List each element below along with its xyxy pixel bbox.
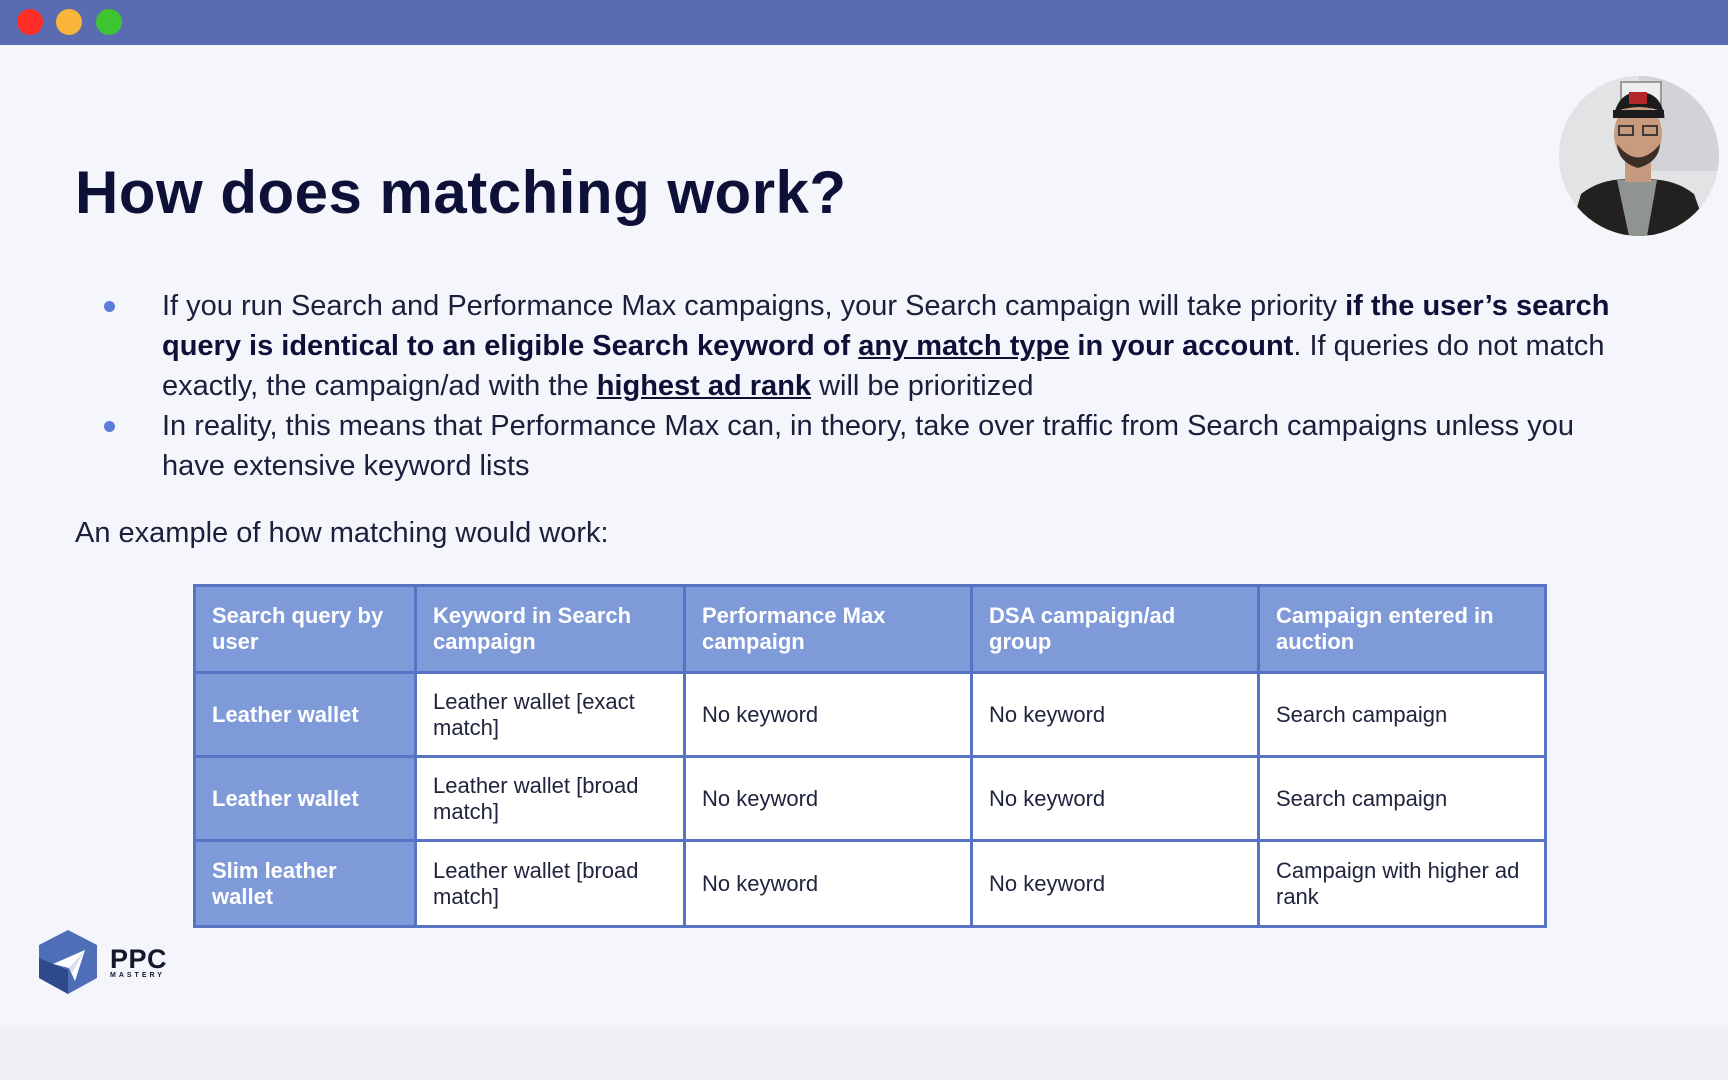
table-row-header: Leather wallet xyxy=(195,757,416,841)
table-cell: No keyword xyxy=(972,673,1259,757)
window-titlebar xyxy=(0,0,1728,45)
table-header-cell: Campaign entered in auction xyxy=(1259,586,1546,673)
table-header-row xyxy=(195,586,1546,673)
paper-plane-hexagon-icon xyxy=(36,928,106,998)
slide-title: How does matching work? xyxy=(75,159,847,226)
table-header-cell: Keyword in Search campaign xyxy=(416,586,685,673)
table-cell: Leather wallet [broad match] xyxy=(416,841,685,927)
table-row-header: Leather wallet xyxy=(195,673,416,757)
table-cell: Leather wallet [broad match] xyxy=(416,757,685,841)
table-cell: No keyword xyxy=(972,757,1259,841)
table-header-cell: Performance Max campaign xyxy=(685,586,972,673)
table-cell: Campaign with higher ad rank xyxy=(1259,841,1546,927)
table-cell: Search campaign xyxy=(1259,757,1546,841)
logo-tagline: MASTERY xyxy=(110,972,165,979)
bullet-dot-icon xyxy=(104,301,115,312)
table-row-header: Slim leather wallet xyxy=(195,841,416,927)
presenter-webcam xyxy=(1559,76,1719,236)
logo-wordmark: PPC xyxy=(110,944,168,974)
maximize-window-button[interactable] xyxy=(96,9,122,35)
table-cell: No keyword xyxy=(685,757,972,841)
table-header-cell: Search query by user xyxy=(195,586,416,673)
bullet-text: If you run Search and Performance Max campaigns, your Search campaign will take priority xyxy=(162,290,1346,322)
example-intro: An example of how matching would work: xyxy=(75,517,609,549)
table-cell: No keyword xyxy=(972,841,1259,927)
table-cell: No keyword xyxy=(685,841,972,927)
table-row xyxy=(195,673,1546,757)
table-cell: Search campaign xyxy=(1259,673,1546,757)
table-cell: No keyword xyxy=(685,673,972,757)
bullet-item xyxy=(100,406,1640,486)
bullet-underlined-text: any match type xyxy=(858,330,1070,362)
bullet-text: will be prioritized xyxy=(811,370,1034,402)
table-header-cell: DSA campaign/ad group xyxy=(972,586,1259,673)
bullet-item xyxy=(100,286,1640,406)
bullet-bold-text: if the user’s search query is identical to an eligible Search keyword of xyxy=(162,290,1610,362)
bullet-underlined-text: highest ad rank xyxy=(596,370,812,402)
table-cell: Leather wallet [exact match] xyxy=(416,673,685,757)
close-window-button[interactable] xyxy=(17,9,43,35)
matching-table xyxy=(193,584,1547,928)
bottom-strip xyxy=(0,1027,1728,1080)
table-row xyxy=(195,757,1546,841)
bullet-dot-icon xyxy=(104,421,115,432)
bullet-bold-text: in your account xyxy=(1069,330,1294,362)
table-row xyxy=(195,841,1546,927)
bullet-list xyxy=(100,286,1640,486)
minimize-window-button[interactable] xyxy=(56,9,82,35)
bullet-text: In reality, this means that Performance Max can, in theory, take over traffic from Search campaigns unless you have extensive keyword lists xyxy=(162,410,1574,482)
bullet-text: . If queries do not match exactly, the campaign/ad with the xyxy=(162,330,1605,402)
presenter-avatar-icon xyxy=(1559,76,1719,236)
